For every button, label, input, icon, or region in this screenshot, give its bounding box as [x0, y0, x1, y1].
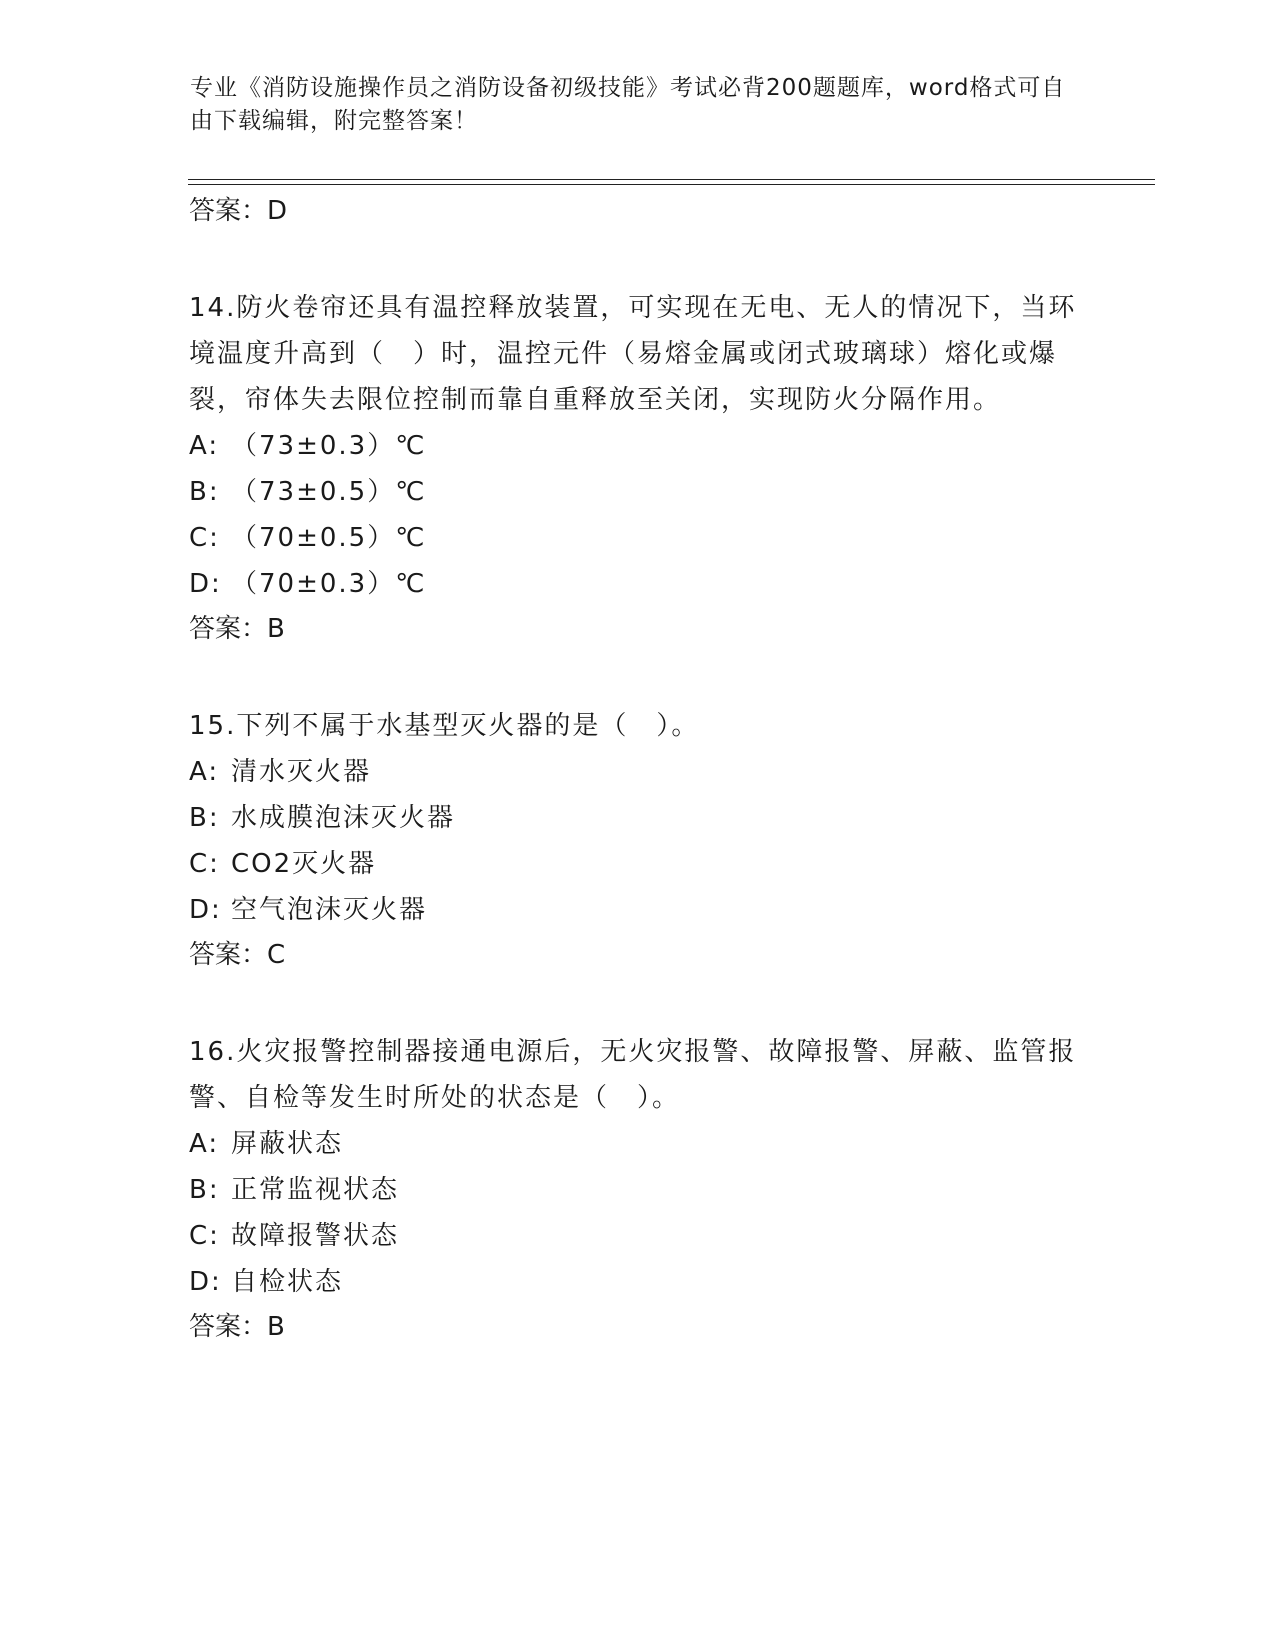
option-list — [189, 1121, 1079, 1305]
option-text: （70±0.5）℃ — [231, 523, 427, 553]
option-letter: B: — [189, 803, 220, 833]
option-c — [189, 1213, 1079, 1259]
option-text: 空气泡沫灭火器 — [231, 895, 428, 925]
option-d — [189, 1259, 1079, 1305]
question-16 — [189, 1029, 1079, 1345]
option-list — [189, 749, 1079, 933]
option-text: 清水灭火器 — [231, 757, 372, 787]
option-c — [189, 841, 1079, 887]
option-text: （73±0.3）℃ — [231, 431, 427, 461]
option-d — [189, 887, 1079, 933]
option-letter: A: — [189, 757, 220, 787]
option-d — [189, 561, 1079, 607]
option-text: （73±0.5）℃ — [231, 477, 427, 507]
option-text: 水成膜泡沫灭火器 — [231, 803, 456, 833]
option-a — [189, 1121, 1079, 1167]
option-letter: A: — [189, 1129, 220, 1159]
option-c — [189, 515, 1079, 561]
option-letter: B: — [189, 1175, 220, 1205]
question-answer: 答案：B — [189, 1312, 285, 1342]
header-divider — [188, 179, 1155, 185]
page-header: 专业《消防设施操作员之消防设备初级技能》考试必背200题题库，word格式可自由下载编辑，附完整答案！ — [190, 75, 1066, 134]
option-a — [189, 423, 1079, 469]
option-letter: A: — [189, 431, 220, 461]
option-text: 故障报警状态 — [231, 1221, 400, 1251]
option-letter: D: — [189, 1267, 222, 1297]
option-text: 正常监视状态 — [231, 1175, 400, 1205]
previous-answer: 答案：D — [189, 196, 288, 226]
question-stem: 16.火灾报警控制器接通电源后，无火灾报警、故障报警、屏蔽、监管报警、自检等发生时所处的状态是（ ）。 — [189, 1037, 1077, 1113]
question-stem: 14.防火卷帘还具有温控释放装置，可实现在无电、无人的情况下，当环境温度升高到（ ）时，温控元件（易熔金属或闭式玻璃球）熔化或爆裂，帘体失去限位控制而靠自重释放至关闭，实现防火分隔作用。 — [189, 293, 1077, 415]
option-letter: D: — [189, 569, 222, 599]
option-letter: C: — [189, 1221, 220, 1251]
option-text: 屏蔽状态 — [231, 1129, 344, 1159]
option-text: CO2灭火器 — [231, 849, 377, 879]
option-letter: C: — [189, 523, 220, 553]
question-14 — [189, 285, 1079, 647]
question-answer: 答案：C — [189, 940, 286, 970]
option-letter: B: — [189, 477, 220, 507]
option-letter: D: — [189, 895, 222, 925]
option-letter: C: — [189, 849, 220, 879]
question-answer: 答案：B — [189, 614, 285, 644]
option-a — [189, 749, 1079, 795]
option-b — [189, 1167, 1079, 1213]
question-15 — [189, 703, 1079, 973]
document-body — [189, 193, 1079, 1345]
option-text: （70±0.3）℃ — [231, 569, 427, 599]
question-stem: 15.下列不属于水基型灭火器的是（ ）。 — [189, 711, 700, 741]
option-b — [189, 469, 1079, 515]
option-text: 自检状态 — [231, 1267, 344, 1297]
option-b — [189, 795, 1079, 841]
option-list — [189, 423, 1079, 607]
